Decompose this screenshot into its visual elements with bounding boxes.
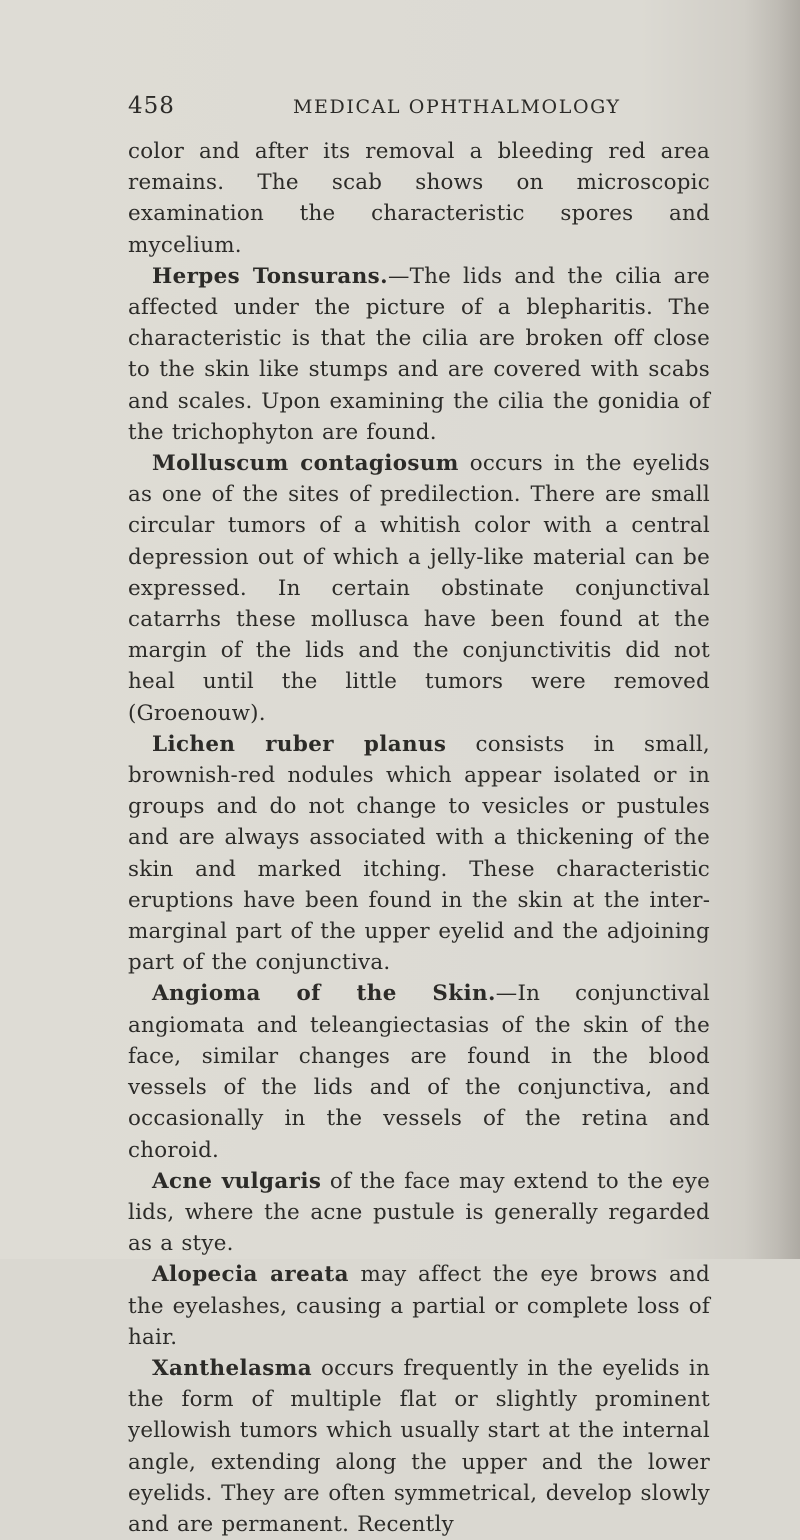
paragraph-text: occurs frequently in the eyelids in the form of multiple flat or slightly prominent yellowish tumors which usually start at the internal angle, extending along the upper and the lower eyelids. They are often symmetrical, develop slowly and are permanent. Recently [128, 1355, 710, 1537]
paragraph-lead: Acne vulgaris [152, 1168, 322, 1194]
paragraph-lead: Alopecia areata [152, 1262, 349, 1288]
paragraph-lead: Molluscum contagiosum [152, 451, 459, 477]
paragraph [128, 136, 710, 261]
body-text [128, 136, 710, 1540]
paragraph-text: may affect the eye brows and the eyelashes, causing a partial or complete loss of hair. [128, 1262, 710, 1350]
paragraph [128, 1166, 710, 1260]
paragraph [128, 978, 710, 1165]
paragraph [128, 729, 710, 979]
paragraph [128, 1353, 710, 1540]
paragraph-text: —The lids and the cilia are affected under the picture of a blepharitis. The characteristic is that the cilia are broken off close to the skin like stumps and are covered with scabs and scales. Upon examining the cilia the gonidia of the trichophyton are found. [128, 263, 710, 445]
paragraph-text: color and after its removal a bleeding red area remains. The scab shows on microscopic examination the characteristic spores and mycelium. [128, 139, 710, 258]
paragraph [128, 261, 710, 448]
page-edge-shadow [744, 0, 800, 1259]
page-number: 458 [128, 93, 175, 119]
paragraph-text: consists in small, brownish-red nodules which appear isolated or in groups and do not change to vesicles or pustules and are always associated with a thickening of the skin and marked itching. These characteristic eruptions have been found in the skin at the intermarginal part of the upper eyelid and the adjoining part of the conjunctiva. [128, 731, 710, 976]
paragraph-text: of the face may extend to the eye lids, where the acne pustule is generally regarded as a stye. [128, 1168, 711, 1257]
paragraph-lead: Xanthelasma [152, 1355, 312, 1381]
paragraph-lead: Angioma of the Skin. [152, 981, 496, 1007]
running-head: MEDICAL OPHTHALMOLOGY [293, 96, 621, 118]
paragraph-text: —In conjunctival angiomata and teleangiectasias of the skin of the face, similar changes are found in the blood vessels of the lids and of the conjunctiva, and occasionally in the vessels of the retina and choroid. [128, 981, 710, 1163]
paragraph-lead: Lichen ruber planus [152, 731, 447, 757]
paragraph [128, 1259, 710, 1353]
paragraph-text: occurs in the eyelids as one of the sites of predilection. There are small circular tumors of a whitish color with a central depression out of which a jelly-like material can be expressed. In certain obstinate conjunctival catarrhs these mollusca have been found at the margin of the lids and the conjunctivitis did not heal until the little tumors were removed (Groenouw). [128, 451, 710, 726]
paragraph-lead: Herpes Tonsurans. [152, 263, 388, 289]
paragraph [128, 448, 710, 729]
page-header [128, 93, 688, 123]
